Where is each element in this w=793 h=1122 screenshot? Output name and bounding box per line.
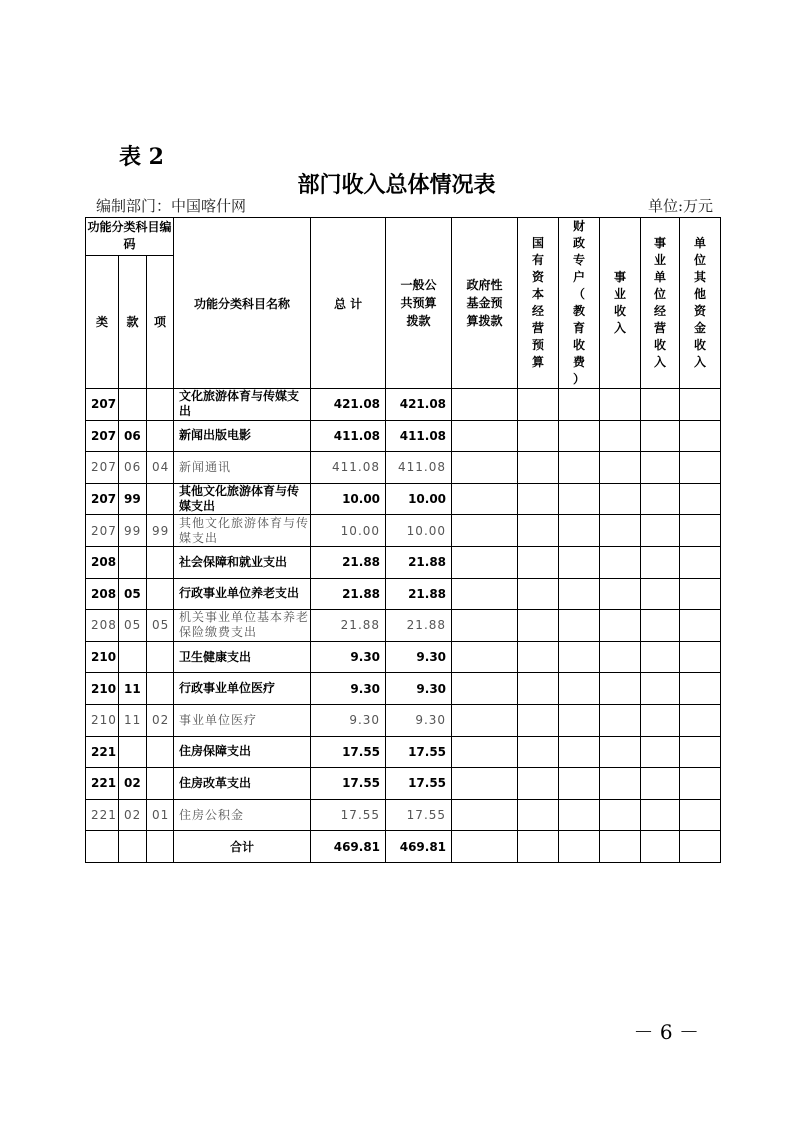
- cell-business: [600, 420, 641, 452]
- cell-fiscal: [559, 799, 600, 831]
- cell-lei: 210: [86, 673, 119, 705]
- cell-general: 411.08: [386, 420, 452, 452]
- cell-fiscal: [559, 578, 600, 610]
- cell-other: [680, 704, 721, 736]
- cell-kuan: [119, 546, 147, 578]
- cell-total: 411.08: [311, 452, 386, 484]
- page-number: － 6 －: [633, 1020, 699, 1044]
- cell-fund: [452, 452, 518, 484]
- cell-fund: [452, 736, 518, 768]
- header-fiscal-account: 财 政 专 户 （ 教 育 收 费 ）: [559, 218, 600, 389]
- cell-fiscal: [559, 420, 600, 452]
- cell-lei: 210: [86, 704, 119, 736]
- cell-general: 9.30: [386, 673, 452, 705]
- cell-operating: [641, 610, 680, 642]
- cell-general: 21.88: [386, 546, 452, 578]
- total-label: 合计: [174, 831, 311, 863]
- cell-other: [680, 483, 721, 515]
- cell-business: [600, 389, 641, 421]
- cell-kuan: 02: [119, 799, 147, 831]
- cell-total: 411.08: [311, 420, 386, 452]
- cell-kuan: 05: [119, 610, 147, 642]
- cell-general: 17.55: [386, 799, 452, 831]
- cell-fund: [452, 704, 518, 736]
- cell-fund: [452, 673, 518, 705]
- cell-name: 住房改革支出: [174, 768, 311, 800]
- cell-other: [680, 389, 721, 421]
- cell-business: [600, 673, 641, 705]
- cell-operating: [641, 768, 680, 800]
- table-row: [86, 483, 721, 515]
- cell-name: 其他文化旅游体育与传媒支出: [174, 515, 311, 547]
- cell-business: [600, 515, 641, 547]
- cell-xiang: [147, 641, 174, 673]
- cell-kuan: 02: [119, 768, 147, 800]
- table-row: [86, 610, 721, 642]
- header-name: 功能分类科目名称: [174, 218, 311, 389]
- cell-xiang: [147, 736, 174, 768]
- cell-xiang: 05: [147, 610, 174, 642]
- cell-fund: [452, 515, 518, 547]
- cell-operating: [641, 389, 680, 421]
- cell-total: 9.30: [311, 704, 386, 736]
- header-state-capital: 国 有 资 本 经 营 预 算: [518, 218, 559, 389]
- unit-label: 单位:万元: [647, 197, 713, 215]
- cell-total: 21.88: [311, 578, 386, 610]
- cell-kuan: 99: [119, 515, 147, 547]
- cell-kuan: [119, 736, 147, 768]
- total-general: 469.81: [386, 831, 452, 863]
- cell-fiscal: [559, 736, 600, 768]
- cell-state: [518, 546, 559, 578]
- cell-general: 21.88: [386, 610, 452, 642]
- cell-business: [600, 610, 641, 642]
- cell-general: 17.55: [386, 768, 452, 800]
- cell-business: [600, 704, 641, 736]
- cell-total: 10.00: [311, 483, 386, 515]
- cell-business: [600, 483, 641, 515]
- cell-empty: [86, 831, 119, 863]
- table-row: [86, 452, 721, 484]
- cell-general: 9.30: [386, 704, 452, 736]
- header-kuan: 款: [119, 255, 147, 388]
- cell-kuan: 11: [119, 673, 147, 705]
- cell-total: 21.88: [311, 546, 386, 578]
- cell-fund: [452, 420, 518, 452]
- cell-xiang: [147, 673, 174, 705]
- total-row: [86, 831, 721, 863]
- cell-xiang: 99: [147, 515, 174, 547]
- cell-lei: 221: [86, 799, 119, 831]
- cell-business: [600, 452, 641, 484]
- cell-kuan: [119, 641, 147, 673]
- cell-other: [680, 546, 721, 578]
- cell-state: [518, 610, 559, 642]
- cell-business: [600, 546, 641, 578]
- cell-total: 10.00: [311, 515, 386, 547]
- cell-fiscal: [559, 515, 600, 547]
- cell-fiscal: [559, 452, 600, 484]
- cell-general: 421.08: [386, 389, 452, 421]
- cell-xiang: 04: [147, 452, 174, 484]
- cell-state: [518, 799, 559, 831]
- cell-other: [680, 610, 721, 642]
- cell-operating: [641, 483, 680, 515]
- total-total: 469.81: [311, 831, 386, 863]
- cell-other: [680, 736, 721, 768]
- cell-general: 9.30: [386, 641, 452, 673]
- cell-business: [600, 578, 641, 610]
- table-row: [86, 673, 721, 705]
- header-fund-budget: 政府性基金预算拨款: [452, 218, 518, 389]
- cell-state: [518, 578, 559, 610]
- cell-lei: 207: [86, 389, 119, 421]
- cell-xiang: 02: [147, 704, 174, 736]
- header-business-income: 事 业 收 入: [600, 218, 641, 389]
- cell-name: 行政事业单位医疗: [174, 673, 311, 705]
- cell-total: 17.55: [311, 768, 386, 800]
- table-row: [86, 641, 721, 673]
- cell-name: 机关事业单位基本养老保险缴费支出: [174, 610, 311, 642]
- cell-business: [600, 768, 641, 800]
- cell-lei: 207: [86, 420, 119, 452]
- cell-xiang: 01: [147, 799, 174, 831]
- cell-xiang: [147, 420, 174, 452]
- cell-total: 17.55: [311, 736, 386, 768]
- cell-kuan: [119, 389, 147, 421]
- cell-name: 新闻通讯: [174, 452, 311, 484]
- cell-lei: 221: [86, 768, 119, 800]
- cell-fund: [452, 610, 518, 642]
- cell-empty: [680, 831, 721, 863]
- cell-operating: [641, 452, 680, 484]
- cell-lei: 207: [86, 515, 119, 547]
- cell-empty: [518, 831, 559, 863]
- cell-empty: [559, 831, 600, 863]
- cell-fund: [452, 389, 518, 421]
- cell-fund: [452, 768, 518, 800]
- cell-other: [680, 799, 721, 831]
- header-code-group: 功能分类科目编码: [86, 218, 174, 256]
- cell-name: 住房保障支出: [174, 736, 311, 768]
- cell-business: [600, 736, 641, 768]
- cell-state: [518, 452, 559, 484]
- cell-other: [680, 452, 721, 484]
- cell-fiscal: [559, 641, 600, 673]
- cell-other: [680, 673, 721, 705]
- cell-other: [680, 768, 721, 800]
- cell-operating: [641, 420, 680, 452]
- cell-lei: 207: [86, 452, 119, 484]
- document-title: 部门收入总体情况表: [297, 172, 496, 198]
- cell-business: [600, 641, 641, 673]
- cell-fiscal: [559, 610, 600, 642]
- cell-total: 21.88: [311, 610, 386, 642]
- cell-other: [680, 515, 721, 547]
- cell-state: [518, 736, 559, 768]
- cell-state: [518, 483, 559, 515]
- table-row: [86, 546, 721, 578]
- cell-name: 其他文化旅游体育与传媒支出: [174, 483, 311, 515]
- cell-lei: 208: [86, 546, 119, 578]
- table-row: [86, 704, 721, 736]
- cell-fund: [452, 483, 518, 515]
- cell-name: 卫生健康支出: [174, 641, 311, 673]
- cell-general: 10.00: [386, 483, 452, 515]
- cell-total: 17.55: [311, 799, 386, 831]
- header-other-income: 单 位 其 他 资 金 收 入: [680, 218, 721, 389]
- cell-operating: [641, 736, 680, 768]
- header-total: 总 计: [311, 218, 386, 389]
- header-xiang: 项: [147, 255, 174, 388]
- table-row: [86, 736, 721, 768]
- compiling-department: 编制部门：中国喀什网: [96, 197, 247, 215]
- cell-xiang: [147, 389, 174, 421]
- cell-general: 17.55: [386, 736, 452, 768]
- cell-general: 10.00: [386, 515, 452, 547]
- cell-lei: 221: [86, 736, 119, 768]
- cell-name: 行政事业单位养老支出: [174, 578, 311, 610]
- cell-lei: 210: [86, 641, 119, 673]
- cell-general: 411.08: [386, 452, 452, 484]
- cell-operating: [641, 641, 680, 673]
- cell-operating: [641, 673, 680, 705]
- cell-state: [518, 420, 559, 452]
- cell-total: 9.30: [311, 641, 386, 673]
- cell-empty: [600, 831, 641, 863]
- cell-name: 社会保障和就业支出: [174, 546, 311, 578]
- cell-business: [600, 799, 641, 831]
- table-body: [86, 389, 721, 863]
- cell-xiang: [147, 578, 174, 610]
- cell-state: [518, 515, 559, 547]
- cell-fiscal: [559, 673, 600, 705]
- cell-lei: 207: [86, 483, 119, 515]
- cell-xiang: [147, 483, 174, 515]
- cell-operating: [641, 704, 680, 736]
- income-table: [85, 217, 721, 863]
- cell-total: 9.30: [311, 673, 386, 705]
- cell-other: [680, 578, 721, 610]
- table-row: [86, 515, 721, 547]
- cell-empty: [452, 831, 518, 863]
- cell-name: 住房公积金: [174, 799, 311, 831]
- cell-name: 文化旅游体育与传媒支出: [174, 389, 311, 421]
- table-row: [86, 578, 721, 610]
- table-row: [86, 420, 721, 452]
- table-number: 表 2: [119, 144, 164, 170]
- cell-state: [518, 673, 559, 705]
- cell-empty: [147, 831, 174, 863]
- cell-state: [518, 389, 559, 421]
- cell-empty: [641, 831, 680, 863]
- header-lei: 类: [86, 255, 119, 388]
- table-row: [86, 768, 721, 800]
- cell-fiscal: [559, 546, 600, 578]
- cell-name: 事业单位医疗: [174, 704, 311, 736]
- cell-state: [518, 768, 559, 800]
- cell-operating: [641, 546, 680, 578]
- cell-xiang: [147, 546, 174, 578]
- table-row: [86, 799, 721, 831]
- cell-fiscal: [559, 768, 600, 800]
- header-operating-income: 事 业 单 位 经 营 收 入: [641, 218, 680, 389]
- cell-kuan: 06: [119, 452, 147, 484]
- cell-fiscal: [559, 483, 600, 515]
- cell-fiscal: [559, 704, 600, 736]
- cell-kuan: 05: [119, 578, 147, 610]
- cell-kuan: 99: [119, 483, 147, 515]
- cell-state: [518, 704, 559, 736]
- cell-fund: [452, 546, 518, 578]
- cell-empty: [119, 831, 147, 863]
- cell-operating: [641, 515, 680, 547]
- cell-general: 21.88: [386, 578, 452, 610]
- cell-other: [680, 420, 721, 452]
- cell-xiang: [147, 768, 174, 800]
- cell-state: [518, 641, 559, 673]
- cell-kuan: 11: [119, 704, 147, 736]
- cell-other: [680, 641, 721, 673]
- table-row: [86, 389, 721, 421]
- cell-lei: 208: [86, 610, 119, 642]
- cell-fund: [452, 641, 518, 673]
- cell-fund: [452, 578, 518, 610]
- cell-fiscal: [559, 389, 600, 421]
- cell-kuan: 06: [119, 420, 147, 452]
- cell-total: 421.08: [311, 389, 386, 421]
- cell-fund: [452, 799, 518, 831]
- cell-operating: [641, 799, 680, 831]
- cell-name: 新闻出版电影: [174, 420, 311, 452]
- cell-operating: [641, 578, 680, 610]
- cell-lei: 208: [86, 578, 119, 610]
- header-general-budget: 一般公共预算拨款: [386, 218, 452, 389]
